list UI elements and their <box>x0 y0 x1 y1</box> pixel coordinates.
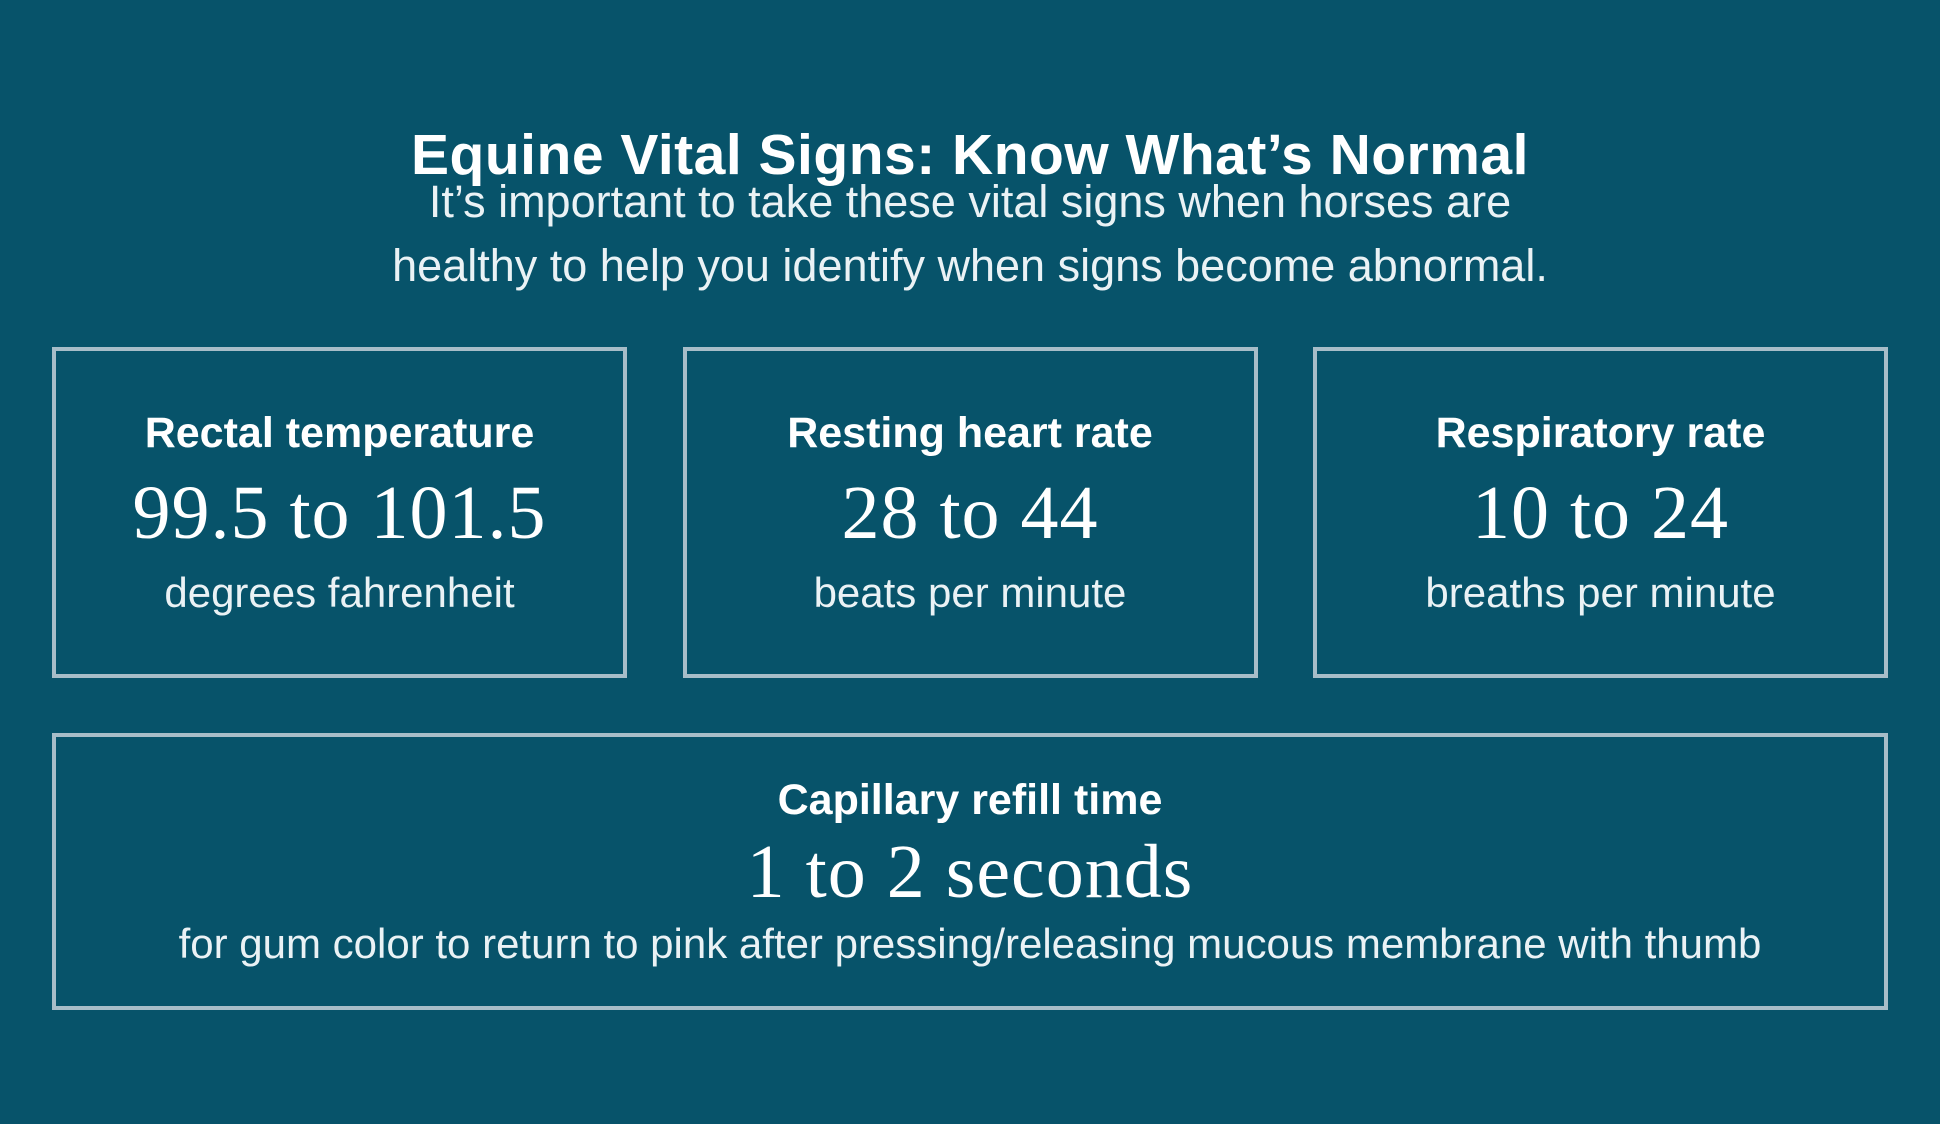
vital-cards-row <box>52 347 1888 678</box>
card-capillary-refill-time <box>52 733 1888 1010</box>
card-rectal-temperature <box>52 347 627 678</box>
card-label: Rectal temperature <box>144 408 535 457</box>
card-value: 28 to 44 <box>841 470 1099 555</box>
card-unit: breaths per minute <box>1425 568 1776 616</box>
card-label: Respiratory rate <box>1435 408 1766 457</box>
subtitle-line-1: It’s important to take these vital signs when horses are <box>428 176 1512 227</box>
card-label: Resting heart rate <box>787 408 1153 457</box>
card-value: 1 to 2 seconds <box>746 829 1194 914</box>
card-resting-heart-rate <box>683 347 1258 678</box>
card-value: 10 to 24 <box>1471 470 1730 555</box>
card-unit: for gum color to return to pink after pressing/releasing mucous membrane with thumb <box>178 919 1762 967</box>
card-unit: beats per minute <box>813 568 1127 616</box>
card-unit: degrees fahrenheit <box>164 568 515 616</box>
card-respiratory-rate <box>1313 347 1888 678</box>
page-title: Equine Vital Signs: Know What’s Normal <box>411 123 1529 188</box>
page-subtitle <box>0 170 1940 298</box>
card-label: Capillary refill time <box>777 775 1163 824</box>
subtitle-line-2: healthy to help you identify when signs become abnormal. <box>392 240 1548 291</box>
card-value: 99.5 to 101.5 <box>132 470 547 555</box>
